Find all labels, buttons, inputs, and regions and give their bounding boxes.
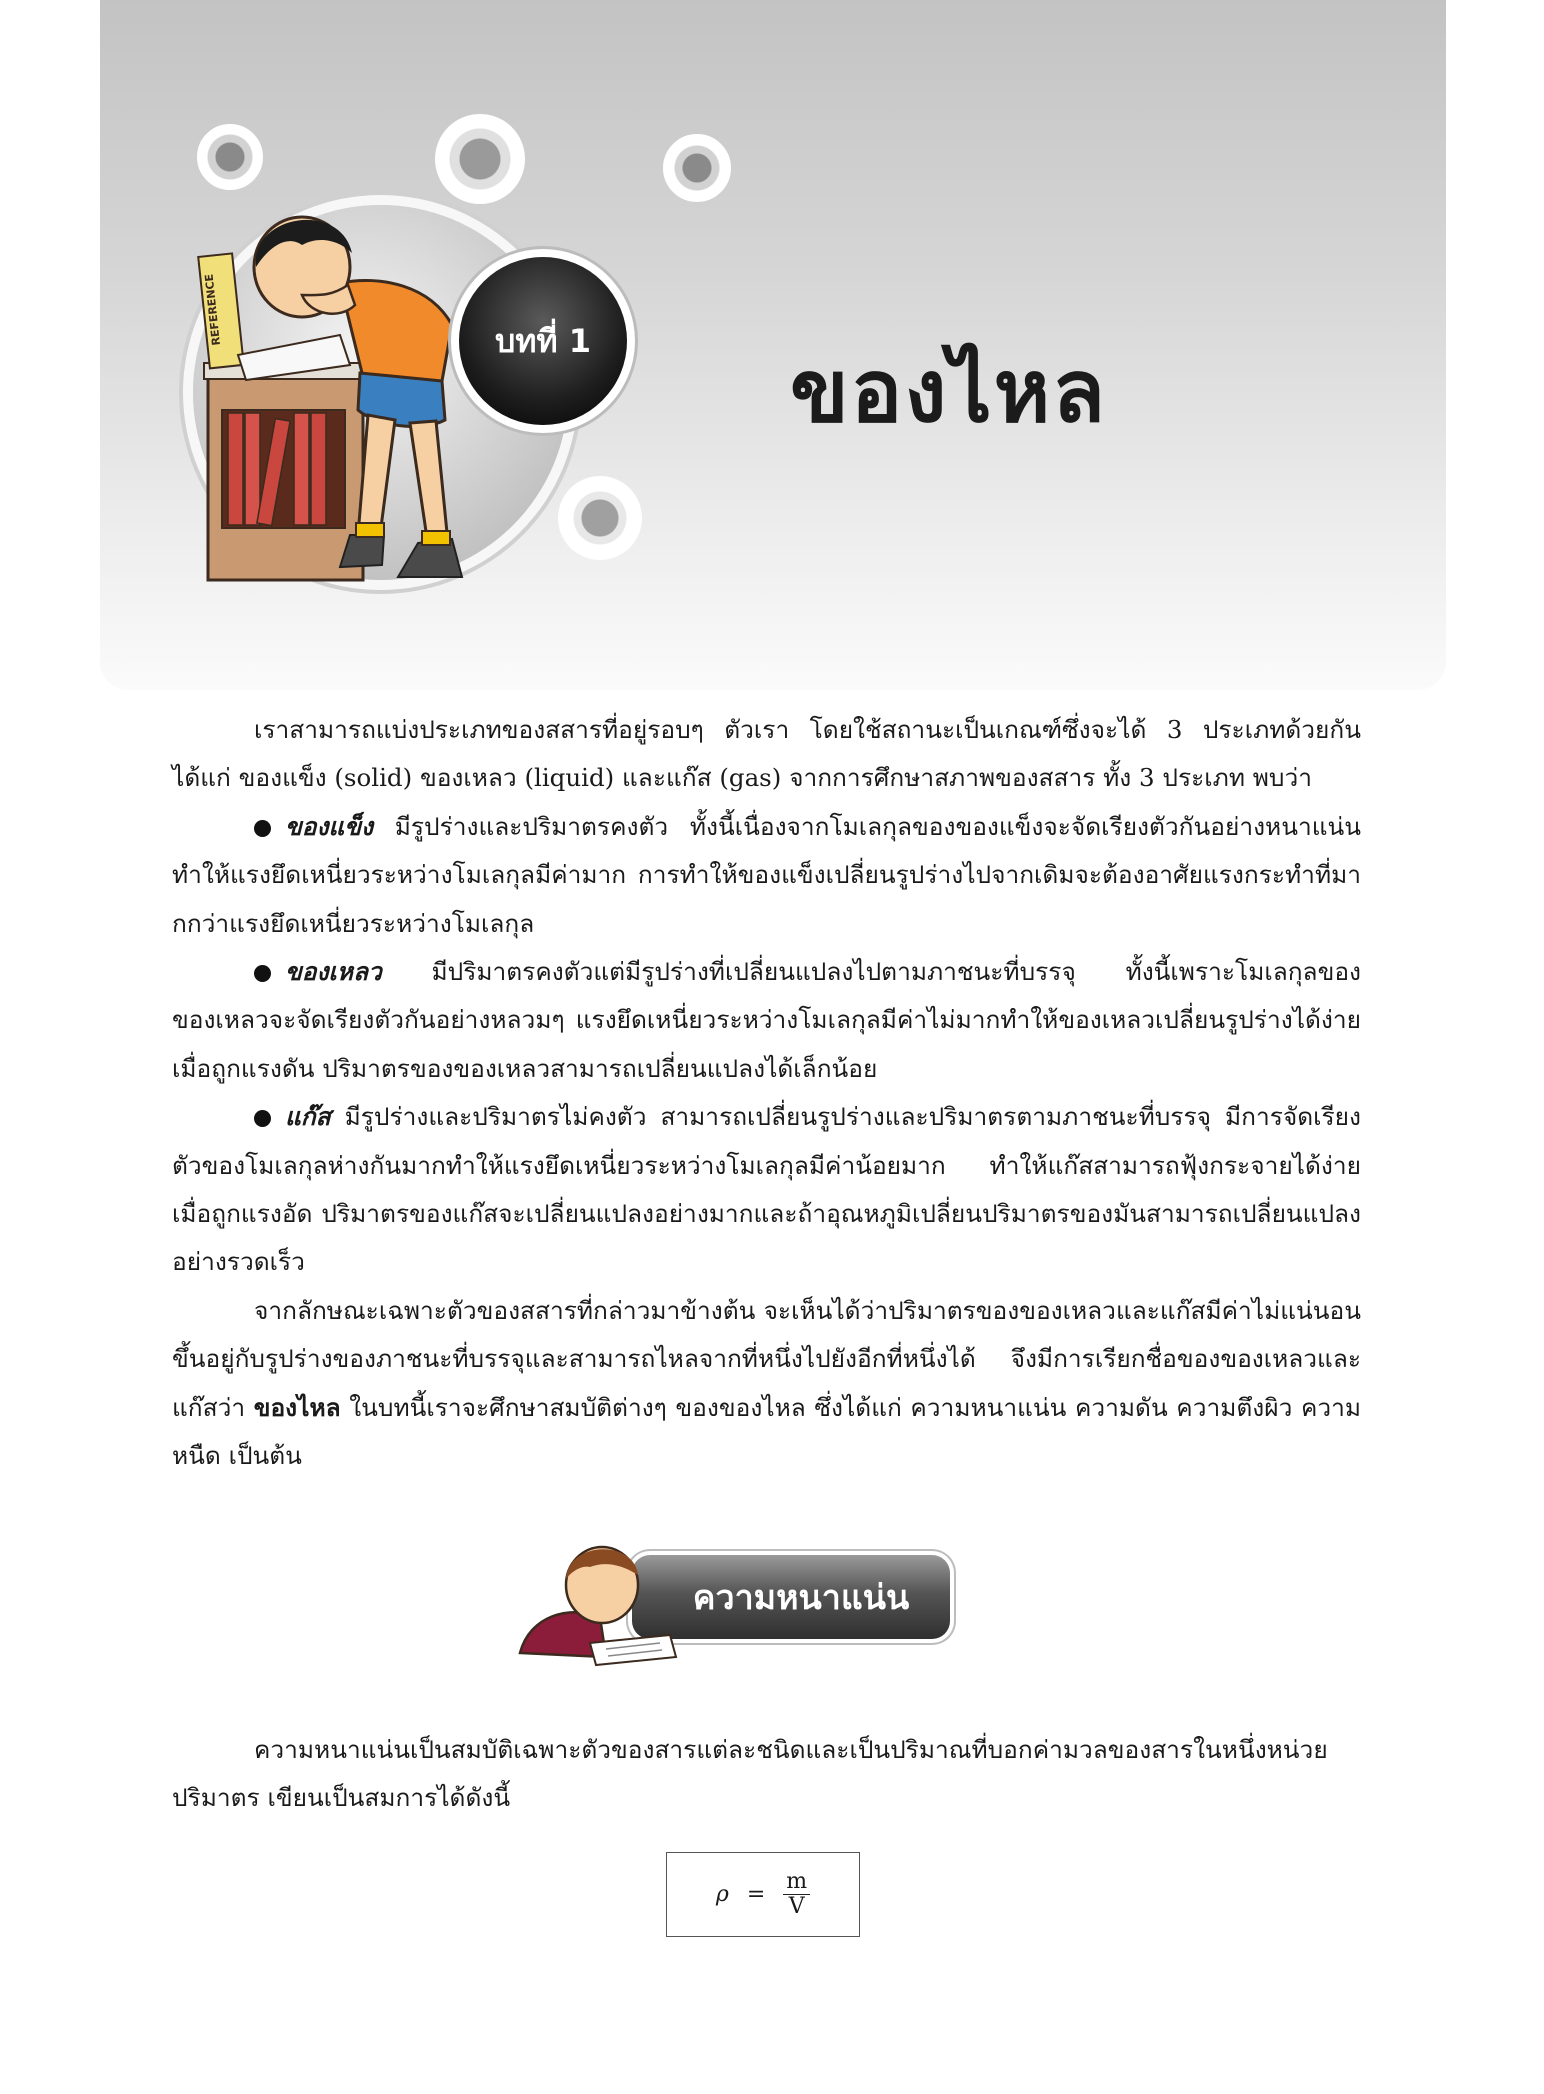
- formula-numerator: m: [783, 1870, 810, 1895]
- fluid-definition-lead: จากลักษณะเฉพาะตัวของสสารที่กล่าวมาข้างต้น จะเห็นได้ว่าปริมาตรของของเหลวและแก๊สมีค่าไม่แน่นอนขึ้นอยู่กับรูปร่างของภาชนะที่บรรจุและสามารถไหลจากที่หนึ่งไปยังอีกที่หนึ่งได้ จึงมีการเรียกชื่อของของเหลวและแก๊สว่า: [172, 1295, 1361, 1422]
- solid-term: ของแข็ง: [285, 811, 373, 841]
- density-text-block: [172, 1726, 1361, 1823]
- decorative-ring: [558, 476, 642, 560]
- chapter-title: ของไหล: [790, 342, 1108, 442]
- formula-fraction: [783, 1870, 810, 1919]
- bullet-icon: [254, 1110, 271, 1127]
- formula-density-symbol: ρ: [715, 1882, 729, 1907]
- fluid-term: ของไหล: [253, 1392, 341, 1422]
- fluid-definition-paragraph: [172, 1287, 1361, 1481]
- liquid-description: มีปริมาตรคงตัวแต่มีรูปร่างที่เปลี่ยนแปลงไปตามภาชนะที่บรรจุ ทั้งนี้เพราะโมเลกุลของของเหลวจะจัดเรียงตัวกันอย่างหลวมๆ แรงยึดเหนี่ยวระหว่างโมเลกุลมีค่าไม่มากทำให้ของเหลวเปลี่ยนรูปร่างได้ง่าย เมื่อถูกแรงดัน ปริมาตรของของเหลวสามารถเปลี่ยนแปลงได้เล็กน้อย: [172, 957, 1361, 1083]
- solid-description: มีรูปร่างและปริมาตรคงตัว ทั้งนี้เนื่องจากโมเลกุลของของแข็งจะจัดเรียงตัวกันอย่างหนาแน่น ทำให้แรงยึดเหนี่ยวระหว่างโมเลกุลมีค่ามาก การทำให้ของแข็งเปลี่ยนรูปร่างไปจากเดิมจะต้องอาศัยแรงกระทำที่มากกว่าแรงยึดเหนี่ยวระหว่างโมเลกุล: [172, 811, 1361, 938]
- section-banner-density: [510, 1535, 950, 1670]
- bullet-liquid: [172, 948, 1361, 1093]
- kid-reading-illustration: [190, 205, 490, 585]
- bullet-icon: [254, 820, 271, 837]
- svg-text:REFERENCE: REFERENCE: [202, 273, 223, 347]
- decorative-ring: [435, 114, 525, 204]
- liquid-term: ของเหลว: [285, 957, 382, 987]
- bullet-icon: [254, 965, 271, 982]
- decorative-ring: [663, 134, 731, 202]
- kid-writing-illustration: [510, 1535, 680, 1670]
- intro-paragraph: เราสามารถแบ่งประเภทของสสารที่อยู่รอบๆ ตัวเรา โดยใช้สถานะเป็นเกณฑ์ซึ่งจะได้ 3 ประเภทด้วยกัน ได้แก่ ของแข็ง (solid) ของเหลว (liquid) และแก๊ส (gas) จากการศึกษาสภาพของสสาร ทั้ง 3 ประเภท พบว่า: [172, 715, 1361, 793]
- density-formula-box: [666, 1852, 860, 1937]
- bullet-solid: [172, 803, 1361, 948]
- density-paragraph: ความหนาแน่นเป็นสมบัติเฉพาะตัวของสารแต่ละชนิดและเป็นปริมาณที่บอกค่ามวลของสารในหนึ่งหน่วยปริมาตร เขียนเป็นสมการได้ดังนี้: [172, 1735, 1328, 1813]
- bullet-gas: [172, 1093, 1361, 1287]
- formula-equals: =: [746, 1882, 766, 1907]
- formula-denominator: V: [788, 1894, 805, 1919]
- chapter-label: บทที่ 1: [495, 321, 591, 360]
- fluid-definition-tail: ในบทนี้เราจะศึกษาสมบัติต่างๆ ของของไหล ซึ่งได้แก่ ความหนาแน่น ความดัน ความตึงผิว ความหนืด เป็นต้น: [172, 1392, 1362, 1471]
- decorative-ring: [197, 124, 263, 190]
- chapter-number-badge: [459, 257, 627, 425]
- intro-text-block: [172, 706, 1361, 1481]
- gas-description: มีรูปร่างและปริมาตรไม่คงตัว สามารถเปลี่ยนรูปร่างและปริมาตรตามภาชนะที่บรรจุ มีการจัดเรียงตัวของโมเลกุลห่างกันมากทำให้แรงยึดเหนี่ยวระหว่างโมเลกุลมีค่าน้อยมาก ทำให้แก๊สสามารถฟุ้งกระจายได้ง่าย เมื่อถูกแรงอัด ปริมาตรของแก๊สจะเปลี่ยนแปลงอย่างมากและถ้าอุณหภูมิเปลี่ยนปริมาตรของมันสามารถเปลี่ยนแปลงอย่างรวดเร็ว: [172, 1102, 1361, 1277]
- section-title: ความหนาแน่น: [692, 1578, 910, 1618]
- gas-term: แก๊ส: [285, 1102, 331, 1132]
